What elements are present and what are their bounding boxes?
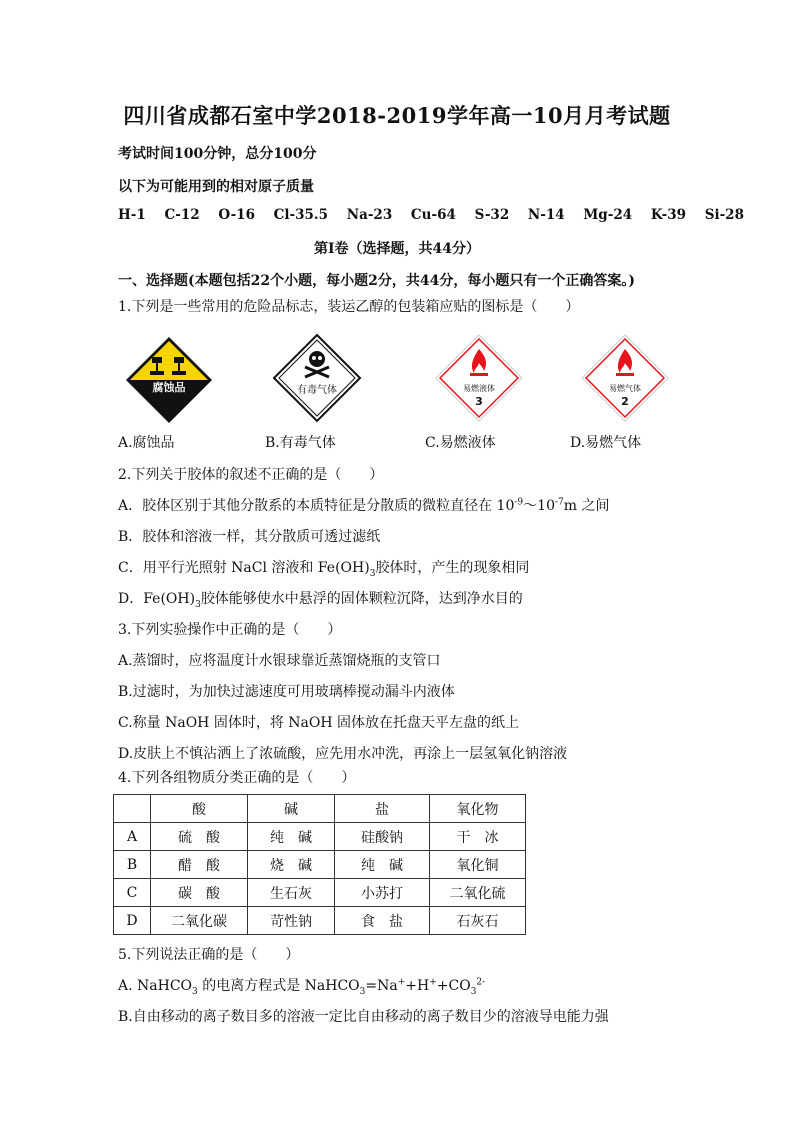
sign-label: 易燃液体 [463, 384, 495, 393]
q3-option-d: D.皮肤上不慎沾洒上了浓硫酸，应先用水冲洗，再涂上一层氢氧化钠溶液 [118, 746, 568, 762]
mass-header: 以下为可能用到的相对原子质量 [118, 179, 314, 195]
mass-item: Cu-64 [410, 207, 456, 223]
table-header-cell: 盐 [335, 795, 430, 823]
subscript: 3 [470, 986, 477, 997]
q5-option-b: B.自由移动的离子数目多的溶液一定比自由移动的离子数目少的溶液导电能力强 [118, 1009, 609, 1025]
table-cell: B [114, 851, 151, 879]
table-row [114, 851, 526, 879]
q5-option-a-text: +CO [436, 978, 471, 994]
table-cell: 氧化铜 [430, 851, 526, 879]
page-title: 四川省成都石室中学2018-2019学年高一10月月考试题 [123, 103, 671, 128]
table-cell: 石灰石 [430, 907, 526, 935]
q5-stem: 5.下列说法正确的是（ ） [118, 947, 300, 963]
q2-option-a-text: ～10 [523, 498, 555, 514]
q5-option-a-text: 的电离方程式是 NaHCO [197, 978, 360, 994]
table-header-cell: 酸 [151, 795, 248, 823]
q2-option-d-text: D．Fe(OH) [118, 591, 196, 607]
subscript: 3 [192, 986, 198, 997]
q2-option-a-text: A．胶体区别于其他分散系的本质特征是分散质的微粒直径在 10 [118, 498, 515, 514]
flammable-liquid-sign-icon [434, 333, 524, 423]
mass-item: H-1 [118, 207, 146, 223]
toxic-gas-sign-icon [272, 333, 362, 423]
table-cell: C [114, 879, 151, 907]
table-cell: 生石灰 [248, 879, 335, 907]
sign-class-number: 3 [475, 395, 483, 408]
mass-item: Si-28 [704, 207, 744, 223]
q1-stem: 1.下列是一些常用的危险品标志，装运乙醇的包装箱应贴的图标是（ ） [118, 299, 580, 315]
q2-stem: 2.下列关于胶体的叙述不正确的是（ ） [118, 467, 384, 483]
exam-info: 考试时间100分钟，总分100分 [118, 146, 317, 162]
mass-item: C-12 [164, 207, 200, 223]
section-heading: 一、选择题(本题包括22个小题，每小题2分，共44分，每小题只有一个正确答案。) [118, 273, 635, 289]
exponent: -9 [514, 497, 524, 508]
q2-option-a-text: m 之间 [563, 498, 610, 514]
table-row [114, 879, 526, 907]
table-cell: 硅酸钠 [335, 823, 430, 851]
table-cell: 二氧化硫 [430, 879, 526, 907]
mass-item: K-39 [650, 207, 686, 223]
table-cell: 苛性钠 [248, 907, 335, 935]
table-cell: 纯 碱 [335, 851, 430, 879]
table-cell: 二氧化碳 [151, 907, 248, 935]
q5-option-a-text: =Na [365, 978, 398, 994]
mass-item: Cl-35.5 [273, 207, 329, 223]
table-cell: 纯 碱 [248, 823, 335, 851]
part-heading: 第Ⅰ卷（选择题，共44分） [313, 241, 481, 257]
q1-option-d: D.易燃气体 [570, 435, 642, 451]
mass-item: N-14 [527, 207, 565, 223]
sign-label: 腐蚀品 [152, 381, 186, 394]
table-cell: 小苏打 [335, 879, 430, 907]
charge: + [429, 977, 437, 988]
table-cell: 干 冰 [430, 823, 526, 851]
q3-option-b: B.过滤时，为加快过滤速度可用玻璃棒搅动漏斗内液体 [118, 684, 455, 700]
q2-option-c-text: C．用平行光照射 NaCl 溶液和 Fe(OH) [118, 560, 370, 576]
q1-option-c: C.易燃液体 [425, 435, 496, 451]
classification-table [113, 794, 526, 935]
table-cell: 食 盐 [335, 907, 430, 935]
subscript: 3 [369, 568, 376, 579]
charge: 2- [476, 977, 486, 988]
q2-option-d [118, 588, 523, 610]
charge: + [397, 977, 406, 988]
table-header-row [114, 795, 526, 823]
exponent: -7 [554, 497, 564, 508]
mass-item: O-16 [218, 207, 255, 223]
q5-option-a-text: A. NaHCO [118, 978, 193, 994]
table-header-cell: 碱 [248, 795, 335, 823]
q2-option-a [118, 495, 610, 515]
mass-item: S-32 [474, 207, 510, 223]
sign-label: 易燃气体 [609, 384, 641, 393]
q1-option-b: B.有毒气体 [265, 435, 336, 451]
corrosive-sign-icon [124, 335, 214, 425]
q1-option-a: A.腐蚀品 [118, 435, 175, 451]
q5-option-a [118, 975, 485, 997]
q2-option-c-text: 胶体时，产生的现象相同 [375, 560, 530, 576]
table-header-cell: 氧化物 [430, 795, 526, 823]
table-row [114, 907, 526, 935]
table-cell: 烧 碱 [248, 851, 335, 879]
subscript: 3 [195, 599, 201, 610]
table-cell: A [114, 823, 151, 851]
q3-stem: 3.下列实验操作中正确的是（ ） [118, 622, 342, 638]
subscript: 3 [359, 986, 366, 997]
q2-option-c [118, 557, 529, 579]
mass-item: Mg-24 [583, 207, 633, 223]
table-cell: D [114, 907, 151, 935]
table-cell: 碳 酸 [151, 879, 248, 907]
flammable-gas-sign-icon [580, 333, 670, 423]
q2-option-b: B．胶体和溶液一样，其分散质可透过滤纸 [118, 529, 381, 545]
mass-item: Na-23 [346, 207, 393, 223]
table-cell: 醋 酸 [151, 851, 248, 879]
table-row [114, 823, 526, 851]
table-header-cell [114, 795, 151, 823]
sign-label: 有毒气体 [297, 385, 337, 396]
q2-option-d-text: 胶体能够使水中悬浮的固体颗粒沉降，达到净水目的 [200, 591, 523, 607]
q3-option-c: C.称量 NaOH 固体时，将 NaOH 固体放在托盘天平左盘的纸上 [118, 715, 520, 731]
table-cell: 硫 酸 [151, 823, 248, 851]
q4-stem: 4.下列各组物质分类正确的是（ ） [118, 770, 356, 786]
q5-option-a-text: +H [405, 978, 430, 994]
atomic-mass-list [118, 207, 758, 223]
sign-class-number: 2 [621, 395, 629, 408]
q3-option-a: A.蒸馏时，应将温度计水银球靠近蒸馏烧瓶的支管口 [118, 653, 441, 669]
